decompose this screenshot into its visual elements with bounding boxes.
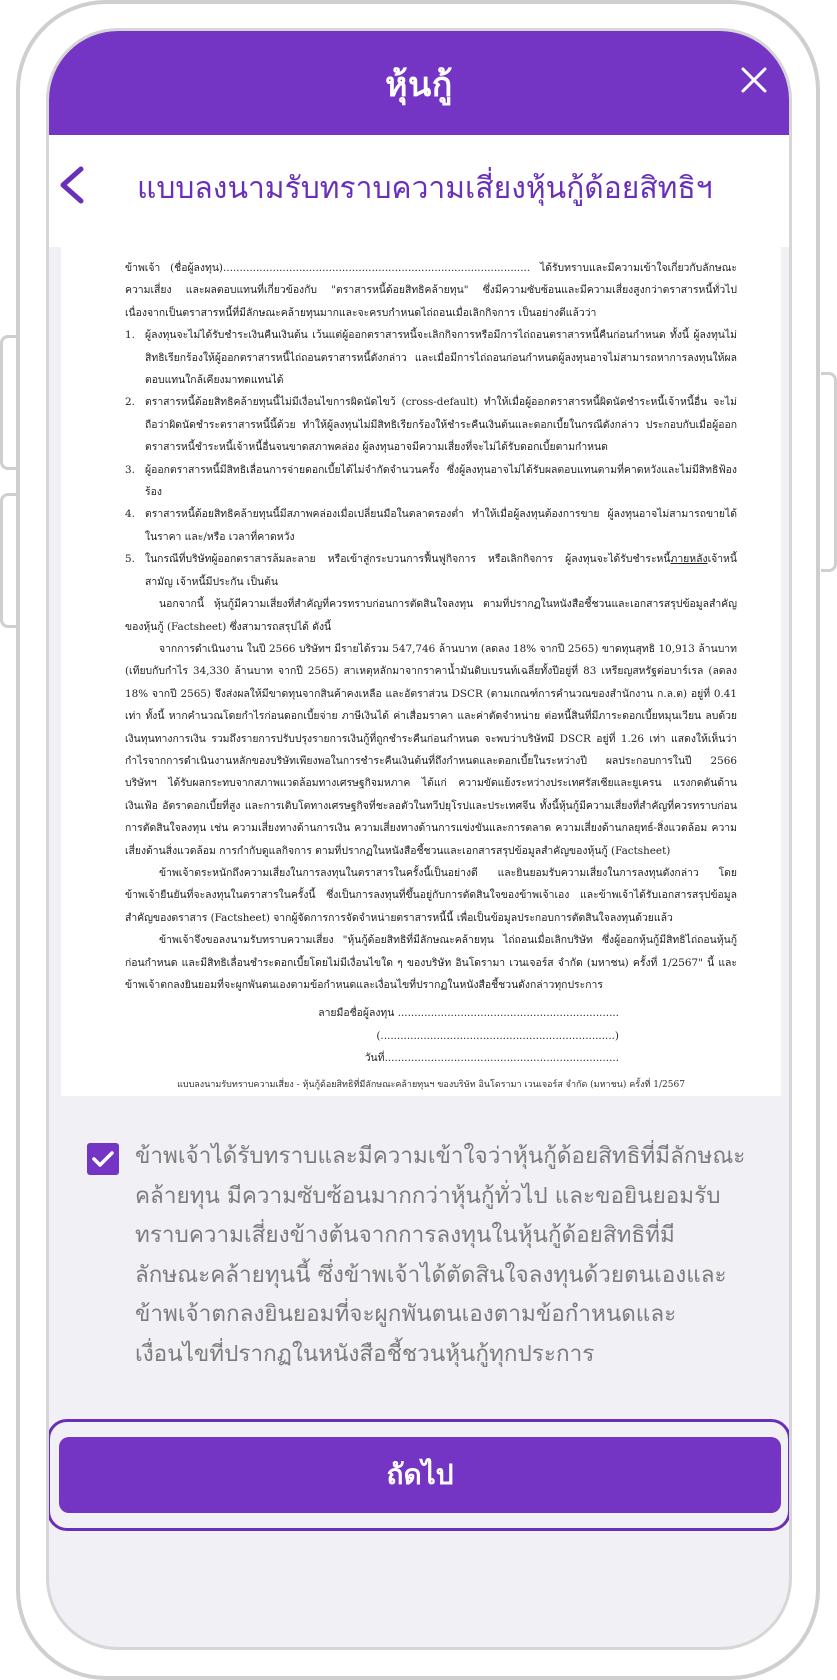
list-item-number: 4. (125, 508, 135, 521)
list-item-number: 1. (125, 329, 135, 342)
list-item-text-end: เจ้าหนี้สามัญ เจ้าหนี้มีประกัน เป็นต้น (145, 553, 737, 588)
list-item-text: ตราสารหนี้ด้อยสิทธิคล้ายทุนนี้ไม่มีเงื่อนไขการผิดนัดไขว้ (cross-default) ทำให้เมื่อผู้ออกตราสารหนี้ผิดนัดชำระหนี้เจ้าหนี้อื่น จะไม่ถือว่าผิดนัดชำระตราสารหนี้นี้ด้วย ทำให้ผู้ลงทุนไม่มีสิทธิเรียกร้องให้ชำระคืนเงินต้นและดอกเบี้ยในกรณีดังกล่าว ประกอบกับเมื่อผู้ออกตราสารหนี้ชำระหนี้เจ้าหนี้อื่นจนขาดสภาพคล่อง ผู้ลงทุนอาจมีความเสี่ยงที่จะไม่ได้รับดอกเบี้ยตามกำหนด (145, 396, 737, 454)
close-icon[interactable] (739, 65, 769, 95)
doc-paragraph-acknowledgement: ข้าพเจ้าตระหนักถึงความเสี่ยงในการลงทุนในตราสารในครั้งนี้เป็นอย่างดี และยินยอมรับความเสี่ยงในการลงทุนดังกล่าว โดยข้าพเจ้ายืนยันที่จะลงทุนในตราสารในครั้งนี้ ซึ่งเป็นการลงทุนที่ขึ้นอยู่กับการตัดสินใจของข้าพเจ้าเอง และข้าพเจ้าได้รับเอกสารสรุปข้อมูลสำคัญของตราสาร (Factsheet) จากผู้จัดการการจัดจำหน่ายตราสารหนี้นี้ เพื่อเป็นข้อมูลประกอบการตัดสินใจลงทุนด้วยแล้ว (125, 866, 737, 924)
chevron-left-icon[interactable] (55, 163, 89, 207)
header-title: หุ้นกู้ (385, 65, 453, 105)
volume-down-button (0, 493, 16, 628)
list-item-number: 5. (125, 553, 135, 566)
signature-line: ลายมือชื่อผู้ลงทุน ................................................................... (318, 1007, 619, 1020)
list-item (125, 391, 737, 458)
list-item-number: 2. (125, 396, 135, 409)
consent-checkbox[interactable] (87, 1143, 119, 1175)
sub-header (49, 135, 789, 247)
signature-block (125, 1002, 737, 1069)
checkmark-icon (87, 1143, 119, 1175)
doc-intro: ข้าพเจ้า (ชื่อผู้ลงทุน)............................................................................................. ได้รับทราบและมีความเข้าใจเกี่ยวกับลักษณะ ความเสี่ยง และผลตอบแทนที่เกี่ยวข้องกับ "ตราสารหนี้ด้อยสิทธิคล้ายทุน" ซึ่งมีความซับซ้อนและมีความเสี่ยงสูงกว่าตราสารหนี้ทั่วไป เนื่องจากเป็นตราสารหนี้ที่มีลักษณะคล้ายทุนมากและจะครบกำหนดไถ่ถอนเมื่อเลิกกิจการ เป็นอย่างดีแล้วว่า (125, 262, 737, 319)
app-header (49, 31, 789, 135)
list-item-text: ตราสารหนี้ด้อยสิทธิคล้ายทุนนี้มีสภาพคล่องเมื่อเปลี่ยนมือในตลาดรองต่ำ ทำให้เมื่อผู้ลงทุนต้องการขาย ผู้ลงทุนอาจไม่สามารถขายได้ในราคา และ/หรือ เวลาที่คาดหวัง (145, 508, 737, 543)
list-item-number: 3. (125, 463, 135, 476)
list-item (125, 548, 737, 593)
doc-paragraph-risks: นอกจากนี้ หุ้นกู้มีความเสี่ยงที่สำคัญที่ควรทราบก่อนการตัดสินใจลงทุน ตามที่ปรากฏในหนังสือชี้ชวนและเอกสารสรุปข้อมูลสำคัญของหุ้นกู้ (Factsheet) ซึ่งสามารถสรุปได้ ดังนี้ (125, 598, 737, 633)
volume-up-button (0, 335, 16, 470)
app-screen (46, 28, 792, 1650)
next-button[interactable]: ถัดไป (59, 1437, 781, 1513)
date-line: วันที่....................................................................... (364, 1052, 619, 1065)
page-title: แบบลงนามรับทราบความเสี่ยงหุ้นกู้ด้อยสิทธิฯ (137, 171, 713, 206)
list-item-underlined-text: ภายหลัง (670, 553, 708, 566)
doc-paragraph-signature-consent: ข้าพเจ้าจึงขอลงนามรับทราบความเสี่ยง "หุ้นกู้ด้อยสิทธิที่มีลักษณะคล้ายทุน ไถ่ถอนเมื่อเลิกบริษัท ซึ่งผู้ออกหุ้นกู้มีสิทธิไถ่ถอนหุ้นกู้ก่อนกำหนด และมีสิทธิเลื่อนชำระดอกเบี้ยโดยไม่มีเงื่อนไขใด ๆ ของบริษัท อินโดรามา เวนเจอร์ส จำกัด (มหาชน) ครั้งที่ 1/2567" นี้ และข้าพเจ้าตกลงยินยอมที่จะผูกพันตนเองตามข้อกำหนดและเงื่อนไขที่ปรากฏในหนังสือชี้ชวนดังกล่าวทุกประการ (125, 934, 737, 991)
list-item-text: ผู้ลงทุนจะไม่ได้รับชำระเงินคืนเงินต้น เว้นแต่ผู้ออกตราสารหนี้จะเลิกกิจการหรือมีการไถ่ถอนตราสารหนี้คืนก่อนกำหนด ทั้งนี้ ผู้ลงทุนไม่สิทธิเรียกร้องให้ผู้ออกตราสารหนี้ไถ่ถอนตราสารหนี้ดังกล่าว และเมื่อมีการไถ่ถอนก่อนกำหนดผู้ลงทุนอาจไม่สามารถหาการลงทุนให้ผลตอบแทนใกล้เคียงมาทดแทนได้ (145, 329, 737, 387)
list-item-text: ในกรณีที่บริษัทผู้ออกตราสารล้มละลาย หรือเข้าสู่กระบวนการฟื้นฟูกิจการ หรือเลิกกิจการ ผู้ลงทุนจะได้รับชำระหนี้ (145, 553, 671, 566)
list-item (125, 503, 737, 548)
list-item (125, 459, 737, 504)
doc-paragraph-performance: จากการดำเนินงาน ในปี 2566 บริษัทฯ มีรายได้รวม 547,746 ล้านบาท (ลดลง 18% จากปี 2565) ขาดทุนสุทธิ 10,913 ล้านบาท (เทียบกับกำไร 34,330 ล้านบาท จากปี 2565) สาเหตุหลักมาจากราคาน้ำมันดิบเบรนท์เฉลี่ยทั้งปีอยู่ที่ 83 เหรียญสหรัฐต่อบาร์เรล (ลดลง 18% จากปี 2565) จึงส่งผลให้มีขาดทุนจากสินค้าคงเหลือ และอัตราส่วน DSCR (ตามเกณฑ์การคำนวณของสำนักงาน ก.ล.ต) อยู่ที่ 0.41 เท่า ทั้งนี้ หากคำนวณโดยกำไรก่อนดอกเบี้ยจ่าย ภาษีเงินได้ ค่าเสื่อมราคา และค่าตัดจำหน่าย ต่อหนี้สินที่มีภาระดอกเบี้ยหมุนเวียน ลบด้วยเงินทุนทางการเงิน รวมถึงรายการปรับปรุงรายการเงินกู้ที่ถูกชำระคืนก่อนกำหนด จะพบว่าบริษัทมี DSCR อยู่ที่ 1.26 เท่า แสดงให้เห็นว่ากำไรจากการดำเนินงานหลักของบริษัทเพียงพอในการชำระคืนเงินต้นที่ถึงกำหนดและดอกเบี้ยในระหว่างปี ผลประกอบการในปี 2566 บริษัทฯ ได้รับผลกระทบจากสภาพแวดล้อมทางเศรษฐกิจมหภาค ได้แก่ ความขัดแย้งระหว่างประเทศรัสเซียและยูเครน แรงกดดันด้านเงินเฟ้อ อัตราดอกเบี้ยที่สูง และการเติบโตทางเศรษฐกิจที่ชะลอตัวในทวีปยุโรปและประเทศจีน ทั้งนี้หุ้นกู้มีความเสี่ยงที่สำคัญที่ควรทราบก่อนการตัดสินใจลงทุน เช่น ความเสี่ยงทางด้านการเงิน ความเสี่ยงทางด้านการแข่งขันและการตลาด ความเสี่ยงด้านกลยุทธ์-สิ่งแวดล้อม ความเสี่ยงด้านสิ่งแวดล้อม การกำกับดูแลกิจการ ตามที่ปรากฏในหนังสือชี้ชวนและเอกสารสรุปข้อมูลสำคัญของหุ้นกู้ (Factsheet) (125, 642, 737, 857)
power-button (821, 372, 837, 572)
consent-text[interactable]: ข้าพเจ้าได้รับทราบและมีความเข้าใจว่าหุ้นกู้ด้อยสิทธิที่มีลักษณะคล้ายทุน มีความซับซ้อนมากกว่าหุ้นกู้ทั่วไป และขอยินยอมรับทราบความเสี่ยงข้างต้นจากการลงทุนในหุ้นกู้ด้อยสิทธิที่มีลักษณะคล้ายทุนนี้ ซึ่งข้าพเจ้าได้ตัดสินใจลงทุนด้วยตนเองและข้าพเจ้าตกลงยินยอมที่จะผูกพันตนเองตามข้อกำหนดและเงื่อนไขที่ปรากฏในหนังสือชี้ชวนหุ้นกู้ทุกประการ (135, 1143, 746, 1367)
list-item-text: ผู้ออกตราสารหนี้มีสิทธิเลื่อนการจ่ายดอกเบี้ยได้ไม่จำกัดจำนวนครั้ง ซึ่งผู้ลงทุนอาจไม่ได้รับผลตอบแทนตามที่คาดหวังและไม่มีสิทธิฟ้องร้อง (145, 463, 737, 499)
risk-acknowledgement-document[interactable] (61, 241, 781, 1096)
doc-risk-list (125, 324, 737, 593)
list-item (125, 324, 737, 391)
doc-footer: แบบลงนามรับทราบความเสี่ยง - หุ้นกู้ด้อยสิทธิที่มีลักษณะคล้ายทุนฯ ของบริษัท อินโดรามา เวนเจอร์ส จำกัด (มหาชน) ครั้งที่ 1/2567 (177, 1079, 685, 1090)
name-line: (.......................................................................) (376, 1029, 619, 1042)
